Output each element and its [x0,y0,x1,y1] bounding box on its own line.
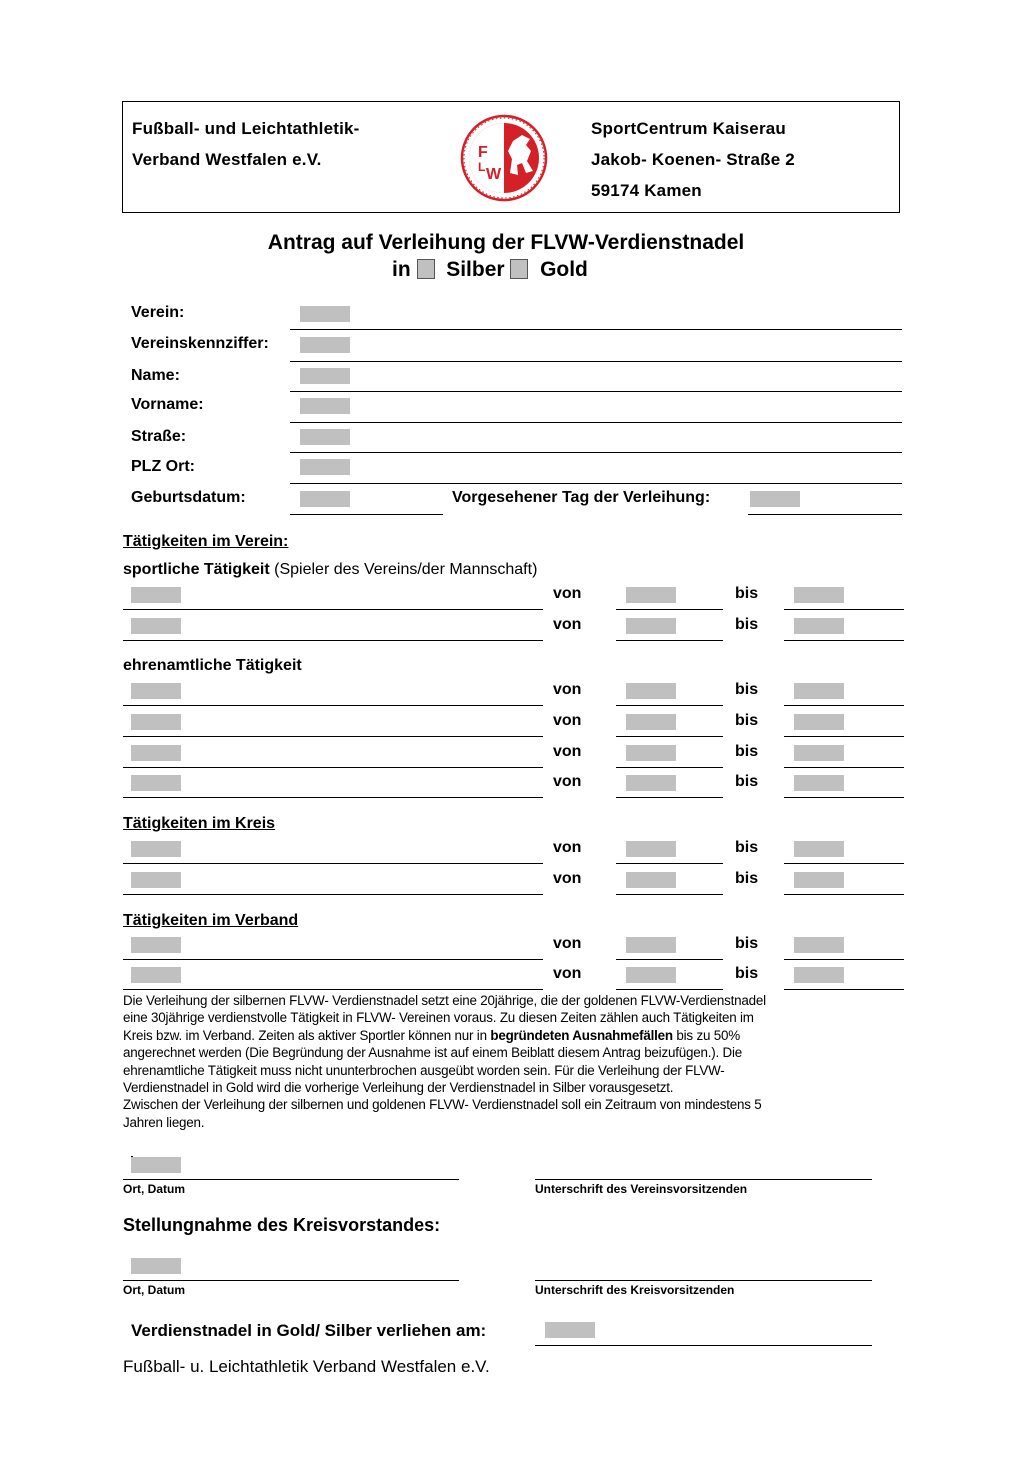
info-line: ehrenamtliche Tätigkeit muss nicht ununterbrochen ausgeübt worden sein. Für die Verleihung der FLVW- [123,1062,725,1078]
gold-checkbox[interactable] [510,259,528,279]
verband-row-von-underline [616,989,723,990]
verliehen-field[interactable] [545,1322,595,1338]
sport-row-bis-label: bis [735,585,759,602]
sport-row-activity-underline [123,640,543,641]
sportlich-note: (Spieler des Vereins/der Mannschaft) [269,561,538,578]
kreis-row-von-label: von [553,839,582,856]
vorgesehener-tag-underline [748,514,902,515]
geburtsdatum-underline [290,514,443,515]
verband-row-bis-underline [784,989,904,990]
kreis-row-bis-field[interactable] [794,872,844,888]
ehrenamt-row-activity-underline [123,797,543,798]
section-verein-title: Tätigkeiten im Verein: [123,533,289,550]
verband-row-bis-label: bis [735,935,759,952]
ehrenamt-row-von-underline [616,736,723,737]
ehrenamt-row-bis-field[interactable] [794,683,844,699]
sport-row-activity-field[interactable] [131,587,181,603]
org-name-line2: Verband Westfalen e.V. [132,150,322,169]
sport-row-activity-field[interactable] [131,618,181,634]
verband-row-von-field[interactable] [626,937,676,953]
kreis-row-von-label: von [553,870,582,887]
verband-row-activity-underline [123,989,543,990]
kreis-row-von-field[interactable] [626,872,676,888]
ehrenamt-row-von-field[interactable] [626,775,676,791]
sport-row-von-label: von [553,616,582,633]
ehrenamt-row-bis-field[interactable] [794,775,844,791]
info-text: bis zu 50% [672,1027,740,1043]
ehrenamt-row-von-underline [616,705,723,706]
ehrenamt-row-bis-underline [784,797,904,798]
sport-row-bis-field[interactable] [794,618,844,634]
ehrenamt-row-von-label: von [553,712,582,729]
ehrenamt-row-von-field[interactable] [626,745,676,761]
ehrenamt-row-von-label: von [553,743,582,760]
verband-row-bis-field[interactable] [794,967,844,983]
silber-label: Silber [446,258,505,281]
sportlich-label: sportliche Tätigkeit [123,561,270,578]
svg-text:F: F [478,144,488,161]
vorgesehener-tag-label: Vorgesehener Tag der Verleihung: [452,489,711,506]
info-line: Die Verleihung der silbernen FLVW- Verdienstnadel setzt eine 20jährige, die der goldenen FLVW-Verdienstnadel [123,993,766,1008]
verband-row-bis-field[interactable] [794,937,844,953]
sport-row-von-underline [616,640,723,641]
kreis-row-bis-underline [784,863,904,864]
medal-choice [392,258,588,282]
footer-org-name: Fußball- u. Leichtathletik Verband Westfalen e.V. [123,1357,490,1376]
sport-row-bis-underline [784,609,904,610]
kreis-row-activity-field[interactable] [131,841,181,857]
geburtsdatum-label: Geburtsdatum: [131,489,246,506]
sportlich-heading [123,561,537,579]
ehrenamt-row-von-underline [616,797,723,798]
sport-row-activity-underline [123,609,543,610]
verband-row-activity-underline [123,959,543,960]
sport-row-bis-underline [784,640,904,641]
name-label: Name: [131,367,180,384]
kreis-row-von-underline [616,863,723,864]
info-line [123,1027,913,1044]
strasse-underline [290,452,902,453]
plz-ort-field[interactable] [300,459,350,475]
verliehen-underline [535,1345,872,1346]
ort-datum-verein-field[interactable] [131,1157,181,1173]
section-kreis-title: Tätigkeiten im Kreis [123,815,276,832]
sport-row-von-field[interactable] [626,618,676,634]
ehrenamtlich-heading: ehrenamtliche Tätigkeit [123,657,302,674]
ehrenamt-row-activity-field[interactable] [131,775,181,791]
sport-row-von-underline [616,609,723,610]
vorname-underline [290,422,902,423]
ehrenamt-row-von-field[interactable] [626,714,676,730]
ehrenamt-row-bis-label: bis [735,743,759,760]
verein-label: Verein: [131,304,185,321]
sport-row-von-field[interactable] [626,587,676,603]
ehrenamt-row-activity-field[interactable] [131,714,181,730]
flvw-horse-logo-icon [460,113,548,203]
verband-row-von-label: von [553,935,582,952]
verband-row-bis-underline [784,959,904,960]
info-paragraph [123,992,913,1131]
verliehen-label: Verdienstnadel in Gold/ Silber verliehen am: [131,1321,487,1340]
ehrenamt-row-bis-label: bis [735,773,759,790]
verband-row-von-underline [616,959,723,960]
kreis-row-von-underline [616,894,723,895]
info-line: Zwischen der Verleihung der silbernen und goldenen FLVW- Verdienstnadel soll ein Zeitraum von mindestens 5 [123,1097,762,1113]
strasse-label: Straße: [131,428,187,445]
form-title: Antrag auf Verleihung der FLVW-Verdienstnadel [267,231,745,254]
kreis-row-bis-label: bis [735,870,759,887]
ehrenamt-row-activity-field[interactable] [131,745,181,761]
info-emphasis: begründeten Ausnahmefällen [490,1027,673,1043]
kreis-row-activity-underline [123,894,543,895]
vereinskennziffer-label: Vereinskennziffer: [131,335,269,352]
kreis-row-von-field[interactable] [626,841,676,857]
ehrenamt-row-activity-field[interactable] [131,683,181,699]
unterschrift-verein-underline[interactable] [535,1179,872,1180]
ehrenamt-row-von-field[interactable] [626,683,676,699]
vereinskennziffer-field[interactable] [300,337,350,353]
address-line2: Jakob- Koenen- Straße 2 [591,150,795,169]
silber-checkbox[interactable] [417,259,435,279]
ehrenamt-row-von-label: von [553,773,582,790]
ehrenamt-row-bis-underline [784,736,904,737]
name-field[interactable] [300,368,350,384]
strasse-field[interactable] [300,429,350,445]
ort-datum-kreis-field[interactable] [131,1258,181,1274]
kreis-row-bis-label: bis [735,839,759,856]
kreis-row-activity-field[interactable] [131,872,181,888]
unterschrift-kreis-underline[interactable] [535,1280,872,1281]
ehrenamt-row-activity-underline [123,736,543,737]
section-verband-title: Tätigkeiten im Verband [123,912,299,929]
ehrenamt-row-von-underline [616,767,723,768]
verband-row-bis-label: bis [735,965,759,982]
address-line3: 59174 Kamen [591,181,702,200]
in-label: in [392,258,411,281]
svg-text:L: L [478,160,486,174]
sport-row-von-label: von [553,585,582,602]
ort-datum-verein-label: Ort, Datum [123,1182,186,1196]
kreis-row-bis-underline [784,894,904,895]
org-name-line1: Fußball- und Leichtathletik- [132,119,360,138]
vorgesehener-tag-field[interactable] [750,491,800,507]
kreis-row-activity-underline [123,863,543,864]
vorname-label: Vorname: [131,396,204,413]
svg-text:W: W [486,166,502,183]
vorname-field[interactable] [300,398,350,414]
ehrenamt-row-bis-field[interactable] [794,745,844,761]
unterschrift-verein-label: Unterschrift des Vereinsvorsitzenden [535,1182,748,1196]
sport-row-bis-field[interactable] [794,587,844,603]
stellungnahme-heading: Stellungnahme des Kreisvorstandes: [123,1215,441,1235]
ort-datum-kreis-underline [123,1280,459,1281]
plz-ort-underline [290,483,902,484]
verband-row-von-label: von [553,965,582,982]
gold-label: Gold [540,258,588,281]
info-line: Jahren liegen. [123,1114,205,1130]
verein-field[interactable] [300,306,350,322]
ort-datum-verein-underline [123,1179,459,1180]
ehrenamt-row-bis-label: bis [735,681,759,698]
vereinskennziffer-underline [290,361,902,362]
plz-ort-label: PLZ Ort: [131,458,195,475]
ehrenamt-row-activity-underline [123,705,543,706]
kreis-row-bis-field[interactable] [794,841,844,857]
ehrenamt-row-von-label: von [553,681,582,698]
verein-underline [290,329,902,330]
address-line1: SportCentrum Kaiserau [591,119,787,138]
ort-datum-kreis-label: Ort, Datum [123,1283,186,1297]
ehrenamt-row-bis-underline [784,767,904,768]
ehrenamt-row-bis-field[interactable] [794,714,844,730]
name-underline [290,391,902,392]
ehrenamt-row-bis-underline [784,705,904,706]
unterschrift-kreis-label: Unterschrift des Kreisvorsitzenden [535,1283,735,1297]
info-line: eine 30jährige verdienstvolle Tätigkeit in FLVW- Vereinen voraus. Zu diesen Zeiten zählen auch Tätigkeiten im [123,1010,754,1026]
ehrenamt-row-activity-underline [123,767,543,768]
verband-row-activity-field[interactable] [131,967,181,983]
geburtsdatum-field[interactable] [300,491,350,507]
info-line: angerechnet werden (Die Begründung der Ausnahme ist auf einem Beiblatt diesem Antrag beizufügen.). Die [123,1045,743,1061]
info-line: Verdienstnadel in Gold wird die vorherige Verleihung der Verdienstnadel in Silber vorausgesetzt. [123,1080,674,1096]
verband-row-activity-field[interactable] [131,937,181,953]
ehrenamt-row-bis-label: bis [735,712,759,729]
info-text: Kreis bzw. im Verband. Zeiten als aktiver Sportler können nur in [123,1027,491,1043]
verband-row-von-field[interactable] [626,967,676,983]
sport-row-bis-label: bis [735,616,759,633]
